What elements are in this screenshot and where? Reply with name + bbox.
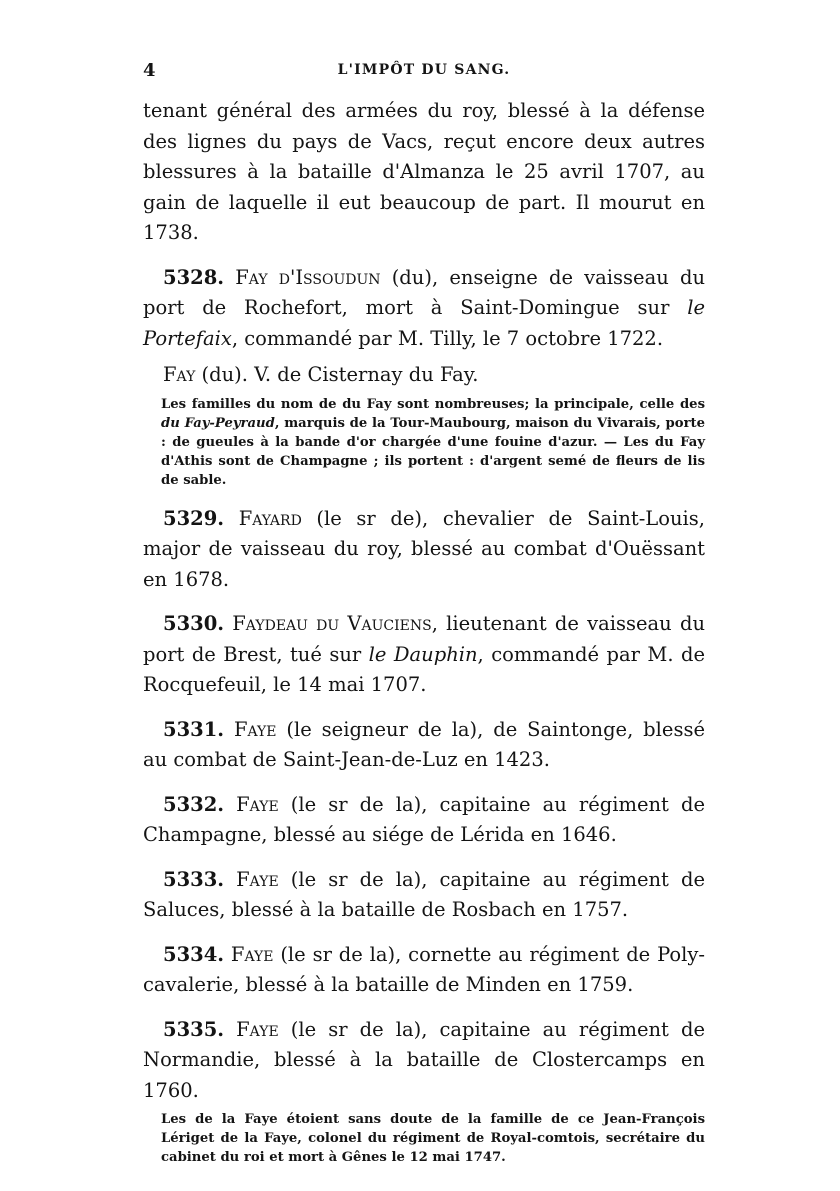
entry-text: (du). V. de Cisternay du Fay. bbox=[195, 363, 479, 386]
footnote-faye: Les de la Faye étoient sans doute de la famille de ce Jean-François Lériget de la Faye, colonel du régiment de Royal-comtois, secrétaire du cabinet du roi et mort à Gênes le 12 mai 1747. bbox=[161, 1112, 705, 1165]
entry-text: (le sr de la), capitaine au régiment de Champagne, blessé au siége de Lérida en 1646. bbox=[143, 792, 705, 846]
entry-5330 bbox=[143, 609, 705, 701]
entry-fay-reference bbox=[143, 360, 705, 391]
entry-number: 5330. bbox=[163, 612, 225, 635]
running-title: L'IMPÔT DU SANG. bbox=[337, 62, 511, 78]
entry-name: Fayard bbox=[238, 506, 302, 530]
entry-text: (le sr de la), capitaine au régiment de Normandie, blessé à la bataille de Clostercamps en 1760. bbox=[143, 1017, 705, 1102]
entry-name: Faye bbox=[236, 1017, 279, 1041]
entry-5331 bbox=[143, 715, 705, 776]
page-body bbox=[143, 96, 705, 1167]
ship-name: le Portefaix bbox=[143, 296, 705, 350]
entry-5333 bbox=[143, 865, 705, 926]
entry-text: (le sr de la), cornette au régiment de Poly-cavalerie, blessé à la bataille de Minden en 1759. bbox=[143, 942, 705, 996]
entry-number: 5331. bbox=[163, 717, 225, 741]
entry-name: Faye bbox=[236, 792, 279, 816]
entry-number: 5332. bbox=[163, 792, 225, 816]
entry-text: , lieutenant de vaisseau du port de Brest, tué sur bbox=[143, 612, 706, 666]
footnote-fay: Les familles du nom de du Fay sont nombreuses; la principale, celle des du Fay-Peyraud, marquis de la Tour-Maubourg, maison du Vivarais, porte : de gueules à la bande d'or chargée d'une fouine d'azur. — Les du Fay d'Athis sont de Champagne ; ils portent : d'argent semé de fleurs de lis de sable. bbox=[161, 396, 705, 488]
entry-5329 bbox=[143, 504, 705, 596]
entry-name: Faye bbox=[233, 717, 277, 741]
page-header bbox=[143, 60, 705, 86]
entry-number: 5334. bbox=[163, 942, 225, 966]
entry-number: 5333. bbox=[163, 867, 225, 891]
entry-text: (le seigneur de la), de Saintonge, blessé au combat de Saint-Jean-de-Luz en 1423. bbox=[143, 717, 705, 771]
entry-number: 5329. bbox=[163, 506, 225, 530]
family-name: du Fay-Peyraud bbox=[161, 415, 275, 431]
entry-text: (le sr de), chevalier de Saint-Louis, major de vaisseau du roy, blessé au combat d'Ouëssant en 1678. bbox=[143, 506, 705, 591]
entry-name: Faye bbox=[236, 867, 279, 891]
ship-name: le Dauphin bbox=[368, 642, 478, 666]
entry-5332 bbox=[143, 790, 705, 851]
entry-number: 5335. bbox=[163, 1017, 225, 1041]
entry-5335 bbox=[143, 1015, 705, 1107]
entry-name: Fay bbox=[163, 363, 196, 386]
entry-5334 bbox=[143, 940, 705, 1001]
page-number: 4 bbox=[143, 60, 156, 81]
entry-text: , commandé par M. de Rocquefeuil, le 14 mai 1707. bbox=[143, 642, 705, 696]
entry-name: Fay d'Issoudun bbox=[235, 265, 381, 289]
entry-text: , commandé par M. Tilly, le 7 octobre 1722. bbox=[231, 326, 664, 350]
entry-text: (du), enseigne de vaisseau du port de Rochefort, mort à Saint-Domingue sur bbox=[143, 265, 705, 319]
entry-continuation: tenant général des armées du roy, blessé à la défense des lignes du pays de Vacs, reçut encore deux autres blessures à la bataille d'Almanza le 25 avril 1707, au gain de laquelle il eut beaucoup de part. Il mourut en 1738. bbox=[143, 99, 705, 244]
entry-number: 5328. bbox=[163, 265, 225, 289]
entry-5328 bbox=[143, 263, 705, 355]
entry-text: (le sr de la), capitaine au régiment de Saluces, blessé à la bataille de Rosbach en 1757. bbox=[143, 867, 705, 921]
entry-name: Faye bbox=[230, 942, 274, 966]
entry-name: Faydeau du Vauciens bbox=[232, 612, 432, 635]
